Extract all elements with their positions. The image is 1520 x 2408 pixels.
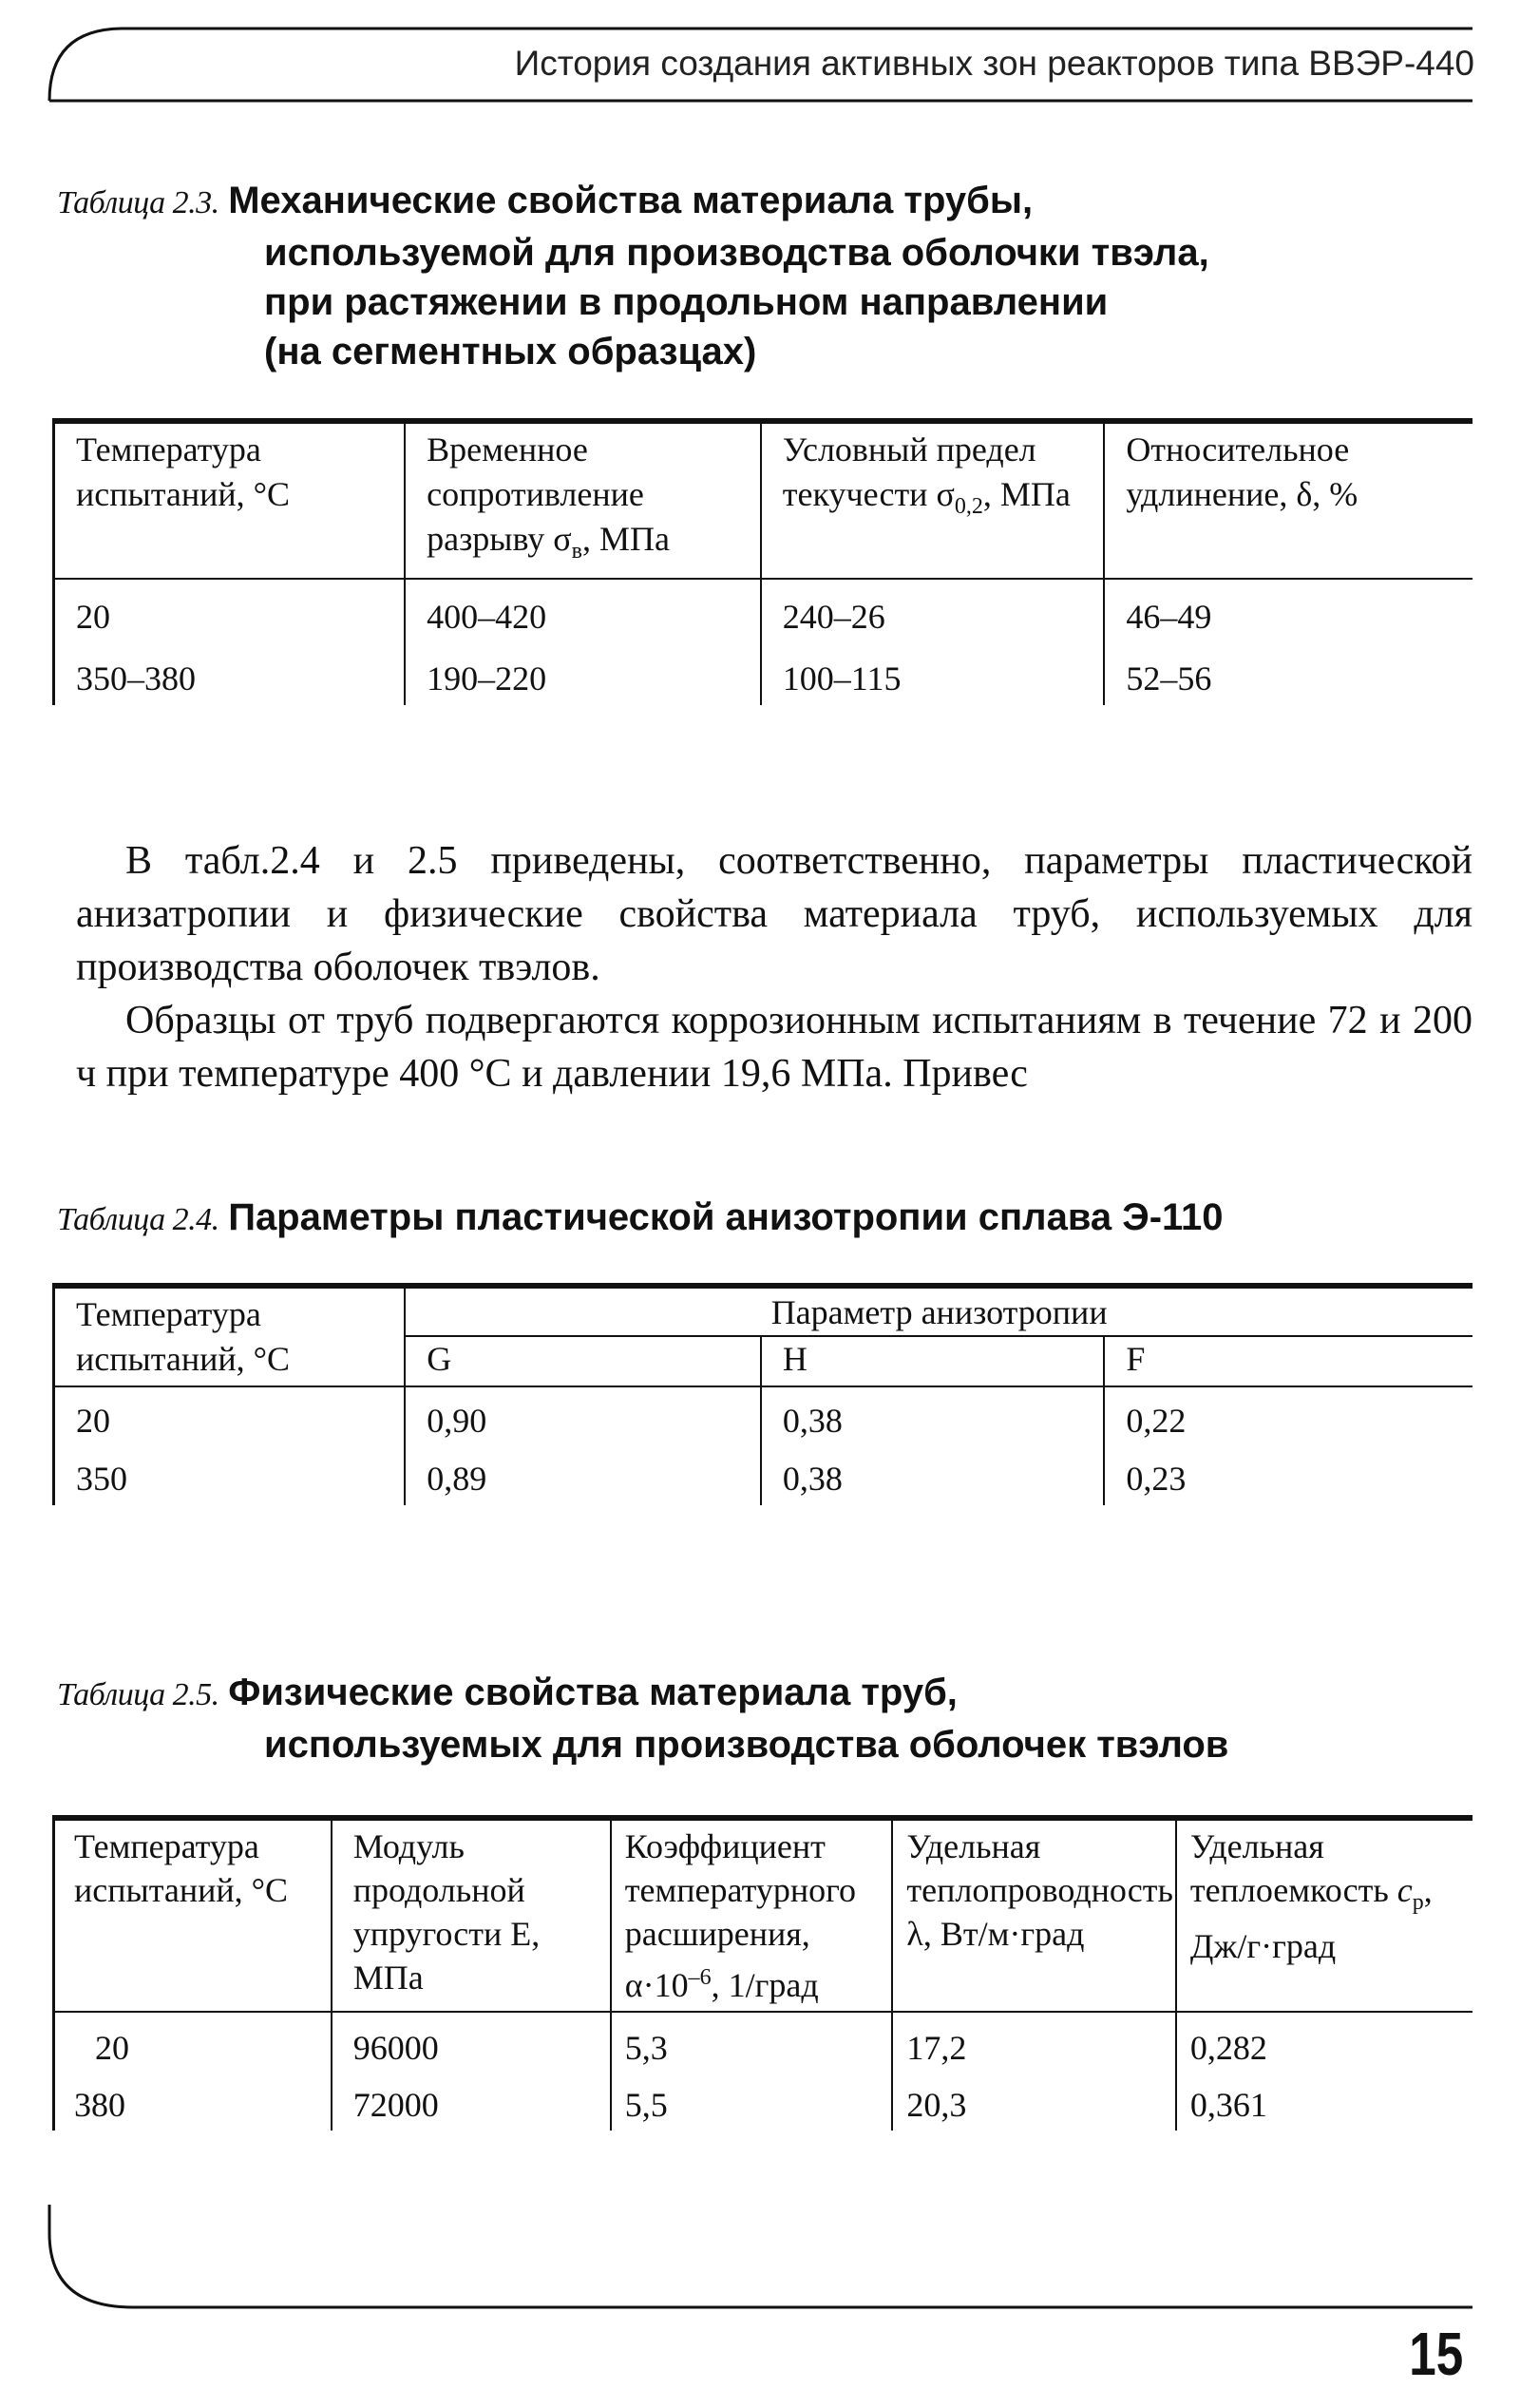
table-cell: 0,90 bbox=[405, 1386, 761, 1447]
table-cell: 380 bbox=[54, 2074, 332, 2131]
table-row bbox=[54, 643, 1473, 705]
table-header-row bbox=[54, 1818, 1473, 2012]
table-cell: 20 bbox=[54, 2012, 332, 2074]
table-cell: 0,89 bbox=[405, 1447, 761, 1505]
table-cell: 72000 bbox=[332, 2074, 611, 2131]
table-cell: 5,5 bbox=[611, 2074, 893, 2131]
table-title: (на сегментных образцах) bbox=[264, 331, 757, 373]
table-title: Механические свойства материала трубы, bbox=[228, 180, 1034, 221]
table-2-5 bbox=[52, 1815, 1472, 2131]
header-cell: Временное сопротивление разрыву $\sigma_в$, МПа bbox=[405, 421, 761, 579]
table-cell: 0,282 bbox=[1176, 2012, 1472, 2074]
table-row bbox=[54, 2074, 1473, 2131]
table-title: Параметры пластической анизотропии сплава Э-110 bbox=[228, 1196, 1224, 1238]
table-row bbox=[54, 579, 1473, 643]
table-title: используемой для производства оболочки твэла, bbox=[264, 232, 1209, 274]
table-cell: 20 bbox=[54, 579, 406, 643]
table-row bbox=[54, 2012, 1473, 2074]
table-title: при растяжении в продольном направлении bbox=[264, 281, 1109, 323]
header-cell: Температура испытаний, °С bbox=[54, 421, 406, 579]
table-2-3-caption bbox=[57, 176, 1209, 376]
header-cell: Удельная теплоемкость $c_р$, Дж/г·град bbox=[1176, 1818, 1472, 2012]
table-2-5-caption bbox=[57, 1668, 1228, 1769]
table-cell: 20,3 bbox=[892, 2074, 1176, 2131]
table-label: Таблица 2.5. bbox=[57, 1677, 219, 1712]
table-2-4 bbox=[52, 1283, 1472, 1505]
table-cell: 20 bbox=[54, 1386, 406, 1447]
table-cell: 96000 bbox=[332, 2012, 611, 2074]
header-cell: F bbox=[1104, 1336, 1472, 1386]
table-cell: 400–420 bbox=[405, 579, 761, 643]
paragraph: В табл.2.4 и 2.5 приведены, соответственно, параметры пластической анизатропии и физические свойства материала труб, используемых для производства оболочек твэлов. bbox=[76, 839, 1472, 989]
table-cell: 100–115 bbox=[761, 643, 1105, 705]
header-cell: Условный предел текучести $\sigma_{0,2}$, МПа bbox=[761, 421, 1105, 579]
table-cell: 0,38 bbox=[761, 1386, 1105, 1447]
header-cell: H bbox=[761, 1336, 1105, 1386]
table-header-row bbox=[54, 1286, 1473, 1336]
table-row bbox=[54, 1447, 1473, 1505]
paragraph: Образцы от труб подвергаются коррозионным испытаниям в течение 72 и 200 ч при температуре 400 °С и давлении 19,6 МПа. Привес bbox=[76, 999, 1472, 1096]
table-cell: 0,22 bbox=[1104, 1386, 1472, 1447]
table-cell: 46–49 bbox=[1104, 579, 1472, 643]
table-cell: 5,3 bbox=[611, 2012, 893, 2074]
header-cell: Модуль продольной упругости Е, МПа bbox=[332, 1818, 611, 2012]
table-row bbox=[54, 1386, 1473, 1447]
table-cell: 350 bbox=[54, 1447, 406, 1505]
table-label: Таблица 2.4. bbox=[57, 1202, 219, 1237]
body-text bbox=[76, 834, 1472, 1100]
table-header-row bbox=[54, 421, 1473, 579]
table-cell: 240–26 bbox=[761, 579, 1105, 643]
table-label: Таблица 2.3. bbox=[57, 185, 219, 220]
page-number: 15 bbox=[1409, 2320, 1463, 2388]
header-cell-group: Параметр анизотропии bbox=[405, 1286, 1472, 1336]
header-cell: G bbox=[405, 1336, 761, 1386]
table-2-4-caption bbox=[57, 1193, 1224, 1245]
table-cell: 0,23 bbox=[1104, 1447, 1472, 1505]
table-cell: 350–380 bbox=[54, 643, 406, 705]
header-cell: Температура испытаний, °С bbox=[54, 1286, 406, 1386]
table-title: используемых для производства оболочек твэлов bbox=[264, 1724, 1229, 1766]
header-cell: Температура испытаний, °С bbox=[54, 1818, 332, 2012]
table-cell: 0,361 bbox=[1176, 2074, 1472, 2131]
table-cell: 0,38 bbox=[761, 1447, 1105, 1505]
table-cell: 52–56 bbox=[1104, 643, 1472, 705]
running-head: История создания активных зон реакторов типа ВВЭР-440 bbox=[514, 44, 1474, 83]
table-title: Физические свойства материала труб, bbox=[228, 1672, 958, 1713]
table-cell: 17,2 bbox=[892, 2012, 1176, 2074]
table-2-3 bbox=[52, 418, 1472, 705]
header-cell: Относительное удлинение, δ, % bbox=[1104, 421, 1472, 579]
table-cell: 190–220 bbox=[405, 643, 761, 705]
header-cell: Коэффициент температурного расширения, $\alpha\cdot 10^{-6}$, 1/град bbox=[611, 1818, 893, 2012]
header-cell: Удельная теплопроводность λ, Вт/м·град bbox=[892, 1818, 1176, 2012]
footer-decoration bbox=[48, 2205, 1472, 2309]
